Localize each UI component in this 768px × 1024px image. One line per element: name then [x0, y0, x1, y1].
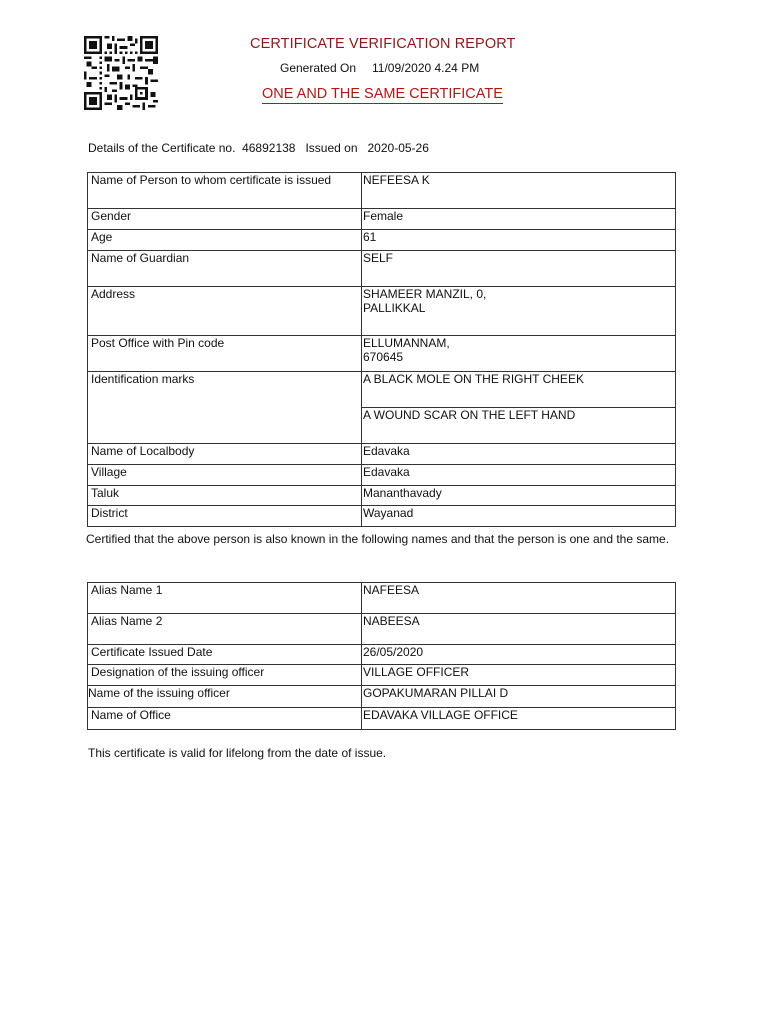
generated-on-label: Generated On: [280, 61, 357, 75]
row-label: District: [88, 506, 362, 527]
person-details-table: [87, 172, 676, 527]
row-label: Certificate Issued Date: [88, 645, 362, 665]
row-value: 26/05/2020: [362, 645, 676, 665]
table-row: [88, 506, 676, 527]
row-value: NAFEESA: [362, 583, 676, 614]
row-value: A BLACK MOLE ON THE RIGHT CHEEK: [362, 372, 676, 408]
row-label: Age: [88, 230, 362, 251]
table-row: [88, 465, 676, 486]
table-row: [88, 209, 676, 230]
row-label: Name of Office: [88, 708, 362, 730]
certified-statement: Certified that the above person is also known in the following names and that the person is one and the same.: [86, 532, 670, 546]
row-value: Female: [362, 209, 676, 230]
row-label: Alias Name 1: [88, 583, 362, 614]
table-row: [88, 708, 676, 730]
row-value: NABEESA: [362, 614, 676, 645]
table-row: [88, 614, 676, 645]
table-row: [88, 336, 676, 372]
validity-statement: This certificate is valid for lifelong from the date of issue.: [88, 746, 387, 760]
table-row: [88, 686, 676, 708]
generated-on-value: 11/09/2020 4.24 PM: [372, 61, 480, 75]
certificate-details-line: Details of the Certificate no. 46892138 Issued on 2020-05-26: [88, 141, 429, 155]
table-row: [88, 665, 676, 686]
row-value: EDAVAKA VILLAGE OFFICE: [362, 708, 676, 730]
table-row: [88, 486, 676, 506]
table-row: [88, 173, 676, 209]
row-value: NEFEESA K: [362, 173, 676, 209]
row-value: Mananthavady: [362, 486, 676, 506]
row-value: ELLUMANNAM, 670645: [362, 336, 676, 372]
row-label: Address: [88, 287, 362, 336]
table-row: [88, 583, 676, 614]
row-label: Name of Person to whom certificate is issued: [88, 173, 362, 209]
row-value: GOPAKUMARAN PILLAI D: [362, 686, 676, 708]
row-label: Designation of the issuing officer: [88, 665, 362, 686]
row-label: Village: [88, 465, 362, 486]
row-label: Alias Name 2: [88, 614, 362, 645]
row-value: Edavaka: [362, 444, 676, 465]
table-row: [88, 645, 676, 665]
alias-details-table: [87, 582, 676, 730]
qr-code: [81, 36, 161, 110]
row-label: Post Office with Pin code: [88, 336, 362, 372]
row-label: Name of Localbody: [88, 444, 362, 465]
row-value: Wayanad: [362, 506, 676, 527]
row-value: SELF: [362, 251, 676, 287]
row-value: 61: [362, 230, 676, 251]
row-label: Taluk: [88, 486, 362, 506]
row-value-2: A WOUND SCAR ON THE LEFT HAND: [362, 408, 676, 444]
row-label: Identification marks: [88, 372, 362, 444]
row-label: Name of Guardian: [88, 251, 362, 287]
table-row: [88, 372, 676, 408]
row-label: Gender: [88, 209, 362, 230]
table-row: [88, 230, 676, 251]
report-subtitle: ONE AND THE SAME CERTIFICATE: [262, 86, 503, 102]
row-value: VILLAGE OFFICER: [362, 665, 676, 686]
report-title: CERTIFICATE VERIFICATION REPORT: [250, 36, 516, 52]
row-label: Name of the issuing officer: [88, 686, 362, 708]
table-row: [88, 251, 676, 287]
table-row: [88, 287, 676, 336]
row-value: SHAMEER MANZIL, 0, PALLIKKAL: [362, 287, 676, 336]
table-row: [88, 444, 676, 465]
row-value: Edavaka: [362, 465, 676, 486]
